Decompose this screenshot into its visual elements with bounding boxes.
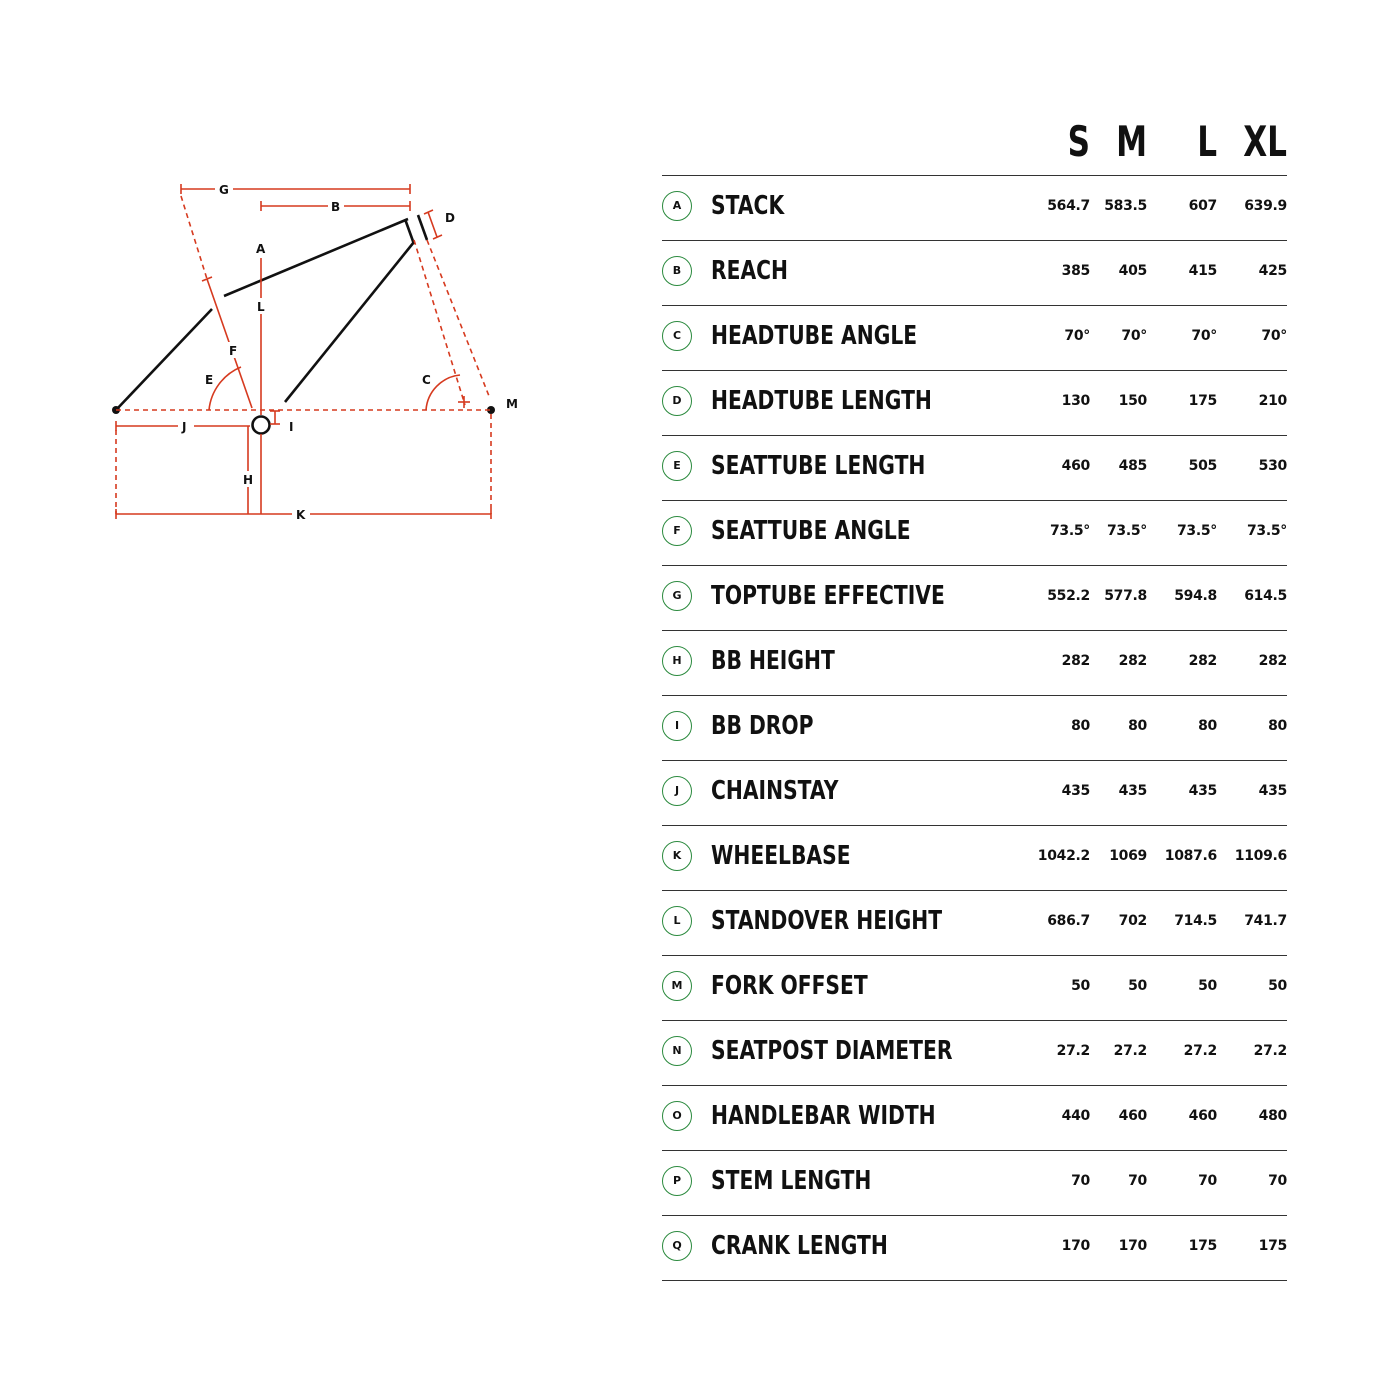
row-label: FORK OFFSET xyxy=(711,971,868,1001)
row-divider xyxy=(662,1280,1287,1281)
label-h: H xyxy=(243,473,254,487)
row-value-l: 460 xyxy=(1188,1108,1217,1124)
row-value-l: 175 xyxy=(1188,393,1217,409)
label-j: J xyxy=(182,420,187,434)
row-letter-badge: M xyxy=(662,971,692,1001)
row-value-m: 1069 xyxy=(1109,848,1147,864)
row-value-l: 27.2 xyxy=(1183,1043,1217,1059)
row-label: STANDOVER HEIGHT xyxy=(711,906,943,936)
row-value-m: 70° xyxy=(1121,328,1147,344)
dimension-labels xyxy=(178,182,518,523)
label-g: G xyxy=(219,183,229,197)
row-value-m: 170 xyxy=(1118,1238,1147,1254)
row-value-s: 73.5° xyxy=(1049,523,1090,539)
row-value-l: 80 xyxy=(1198,718,1217,734)
row-label: STEM LENGTH xyxy=(711,1166,872,1196)
row-letter-badge: A xyxy=(662,191,692,221)
table-row xyxy=(662,890,1287,955)
row-value-s: 440 xyxy=(1061,1108,1090,1124)
row-label: HEADTUBE LENGTH xyxy=(711,386,932,416)
row-value-s: 460 xyxy=(1061,458,1090,474)
row-value-m: 50 xyxy=(1128,978,1147,994)
table-row xyxy=(662,825,1287,890)
row-value-xl: 530 xyxy=(1258,458,1287,474)
label-f: F xyxy=(229,344,238,358)
table-row xyxy=(662,1020,1287,1085)
row-value-m: 460 xyxy=(1118,1108,1147,1124)
row-letter-badge: K xyxy=(662,841,692,871)
row-value-xl: 435 xyxy=(1258,783,1287,799)
row-label: HEADTUBE ANGLE xyxy=(711,321,918,351)
row-value-m: 27.2 xyxy=(1113,1043,1147,1059)
row-letter-badge: L xyxy=(662,906,692,936)
row-value-l: 73.5° xyxy=(1176,523,1217,539)
table-row xyxy=(662,500,1287,565)
row-letter-badge: D xyxy=(662,386,692,416)
row-label: SEATTUBE ANGLE xyxy=(711,516,911,546)
row-label: TOPTUBE EFFECTIVE xyxy=(711,581,945,611)
row-value-s: 282 xyxy=(1061,653,1090,669)
row-value-l: 505 xyxy=(1188,458,1217,474)
label-k: K xyxy=(296,508,306,522)
row-value-l: 70 xyxy=(1198,1173,1217,1189)
row-letter-badge: I xyxy=(662,711,692,741)
row-value-l: 50 xyxy=(1198,978,1217,994)
row-value-xl: 27.2 xyxy=(1253,1043,1287,1059)
size-label-l: L xyxy=(1197,117,1217,166)
row-value-xl: 614.5 xyxy=(1244,588,1287,604)
row-value-xl: 480 xyxy=(1258,1108,1287,1124)
row-value-xl: 639.9 xyxy=(1244,198,1287,214)
row-letter-badge: J xyxy=(662,776,692,806)
row-label: REACH xyxy=(711,256,789,286)
row-value-l: 70° xyxy=(1191,328,1217,344)
row-letter-badge: G xyxy=(662,581,692,611)
row-letter-badge: P xyxy=(662,1166,692,1196)
row-value-xl: 282 xyxy=(1258,653,1287,669)
row-letter-badge: F xyxy=(662,516,692,546)
row-label: STACK xyxy=(711,191,785,221)
row-value-s: 435 xyxy=(1061,783,1090,799)
row-label: BB DROP xyxy=(711,711,814,741)
table-row xyxy=(662,435,1287,500)
row-letter-badge: E xyxy=(662,451,692,481)
table-row xyxy=(662,565,1287,630)
row-value-xl: 73.5° xyxy=(1246,523,1287,539)
row-label: SEATPOST DIAMETER xyxy=(711,1036,953,1066)
row-letter-badge: N xyxy=(662,1036,692,1066)
row-value-xl: 50 xyxy=(1268,978,1287,994)
row-value-l: 282 xyxy=(1188,653,1217,669)
row-letter-badge: C xyxy=(662,321,692,351)
row-value-xl: 425 xyxy=(1258,263,1287,279)
row-value-m: 405 xyxy=(1118,263,1147,279)
table-row xyxy=(662,1150,1287,1215)
row-value-s: 70 xyxy=(1071,1173,1090,1189)
size-label-s: S xyxy=(1067,117,1090,166)
row-value-s: 1042.2 xyxy=(1037,848,1090,864)
row-value-l: 175 xyxy=(1188,1238,1217,1254)
row-value-m: 282 xyxy=(1118,653,1147,669)
row-value-l: 1087.6 xyxy=(1164,848,1217,864)
size-label-m: M xyxy=(1116,117,1147,166)
row-label: CHAINSTAY xyxy=(711,776,839,806)
row-letter-badge: Q xyxy=(662,1231,692,1261)
row-value-l: 594.8 xyxy=(1174,588,1217,604)
row-value-xl: 70° xyxy=(1261,328,1287,344)
table-row xyxy=(662,370,1287,435)
label-b: B xyxy=(331,200,341,214)
label-m: M xyxy=(506,397,518,411)
label-i: I xyxy=(289,420,294,434)
label-e: E xyxy=(205,373,214,387)
row-letter-badge: O xyxy=(662,1101,692,1131)
label-c: C xyxy=(422,373,431,387)
table-row xyxy=(662,760,1287,825)
table-row xyxy=(662,955,1287,1020)
row-value-m: 80 xyxy=(1128,718,1147,734)
row-label: HANDLEBAR WIDTH xyxy=(711,1101,936,1131)
table-row xyxy=(662,1215,1287,1280)
row-value-xl: 70 xyxy=(1268,1173,1287,1189)
label-l: L xyxy=(257,300,265,314)
row-value-m: 577.8 xyxy=(1104,588,1147,604)
row-value-s: 552.2 xyxy=(1047,588,1090,604)
row-value-l: 415 xyxy=(1188,263,1217,279)
row-letter-badge: B xyxy=(662,256,692,286)
row-value-s: 564.7 xyxy=(1047,198,1090,214)
row-label: WHEELBASE xyxy=(711,841,851,871)
row-value-xl: 210 xyxy=(1258,393,1287,409)
row-value-s: 130 xyxy=(1061,393,1090,409)
frame-geometry-diagram xyxy=(0,0,640,560)
frame-outline xyxy=(112,215,495,434)
row-value-xl: 741.7 xyxy=(1244,913,1287,929)
table-row xyxy=(662,240,1287,305)
row-value-s: 686.7 xyxy=(1047,913,1090,929)
row-value-m: 583.5 xyxy=(1104,198,1147,214)
row-value-xl: 175 xyxy=(1258,1238,1287,1254)
label-d: D xyxy=(445,211,455,225)
row-value-m: 485 xyxy=(1118,458,1147,474)
row-label: SEATTUBE LENGTH xyxy=(711,451,926,481)
row-value-m: 73.5° xyxy=(1106,523,1147,539)
row-label: BB HEIGHT xyxy=(711,646,835,676)
row-value-s: 70° xyxy=(1064,328,1090,344)
row-letter-badge: H xyxy=(662,646,692,676)
row-value-xl: 80 xyxy=(1268,718,1287,734)
row-value-l: 714.5 xyxy=(1174,913,1217,929)
row-value-l: 435 xyxy=(1188,783,1217,799)
row-value-s: 27.2 xyxy=(1056,1043,1090,1059)
row-value-m: 702 xyxy=(1118,913,1147,929)
row-label: CRANK LENGTH xyxy=(711,1231,888,1261)
row-value-m: 70 xyxy=(1128,1173,1147,1189)
table-row xyxy=(662,305,1287,370)
row-value-l: 607 xyxy=(1188,198,1217,214)
row-value-m: 435 xyxy=(1118,783,1147,799)
row-value-s: 80 xyxy=(1071,718,1090,734)
table-row xyxy=(662,175,1287,240)
row-value-s: 170 xyxy=(1061,1238,1090,1254)
size-label-xl: XL xyxy=(1243,117,1287,166)
row-value-xl: 1109.6 xyxy=(1234,848,1287,864)
table-row xyxy=(662,695,1287,760)
row-value-s: 385 xyxy=(1061,263,1090,279)
row-value-s: 50 xyxy=(1071,978,1090,994)
label-a: A xyxy=(256,242,266,256)
table-row xyxy=(662,630,1287,695)
row-value-m: 150 xyxy=(1118,393,1147,409)
table-row xyxy=(662,1085,1287,1150)
